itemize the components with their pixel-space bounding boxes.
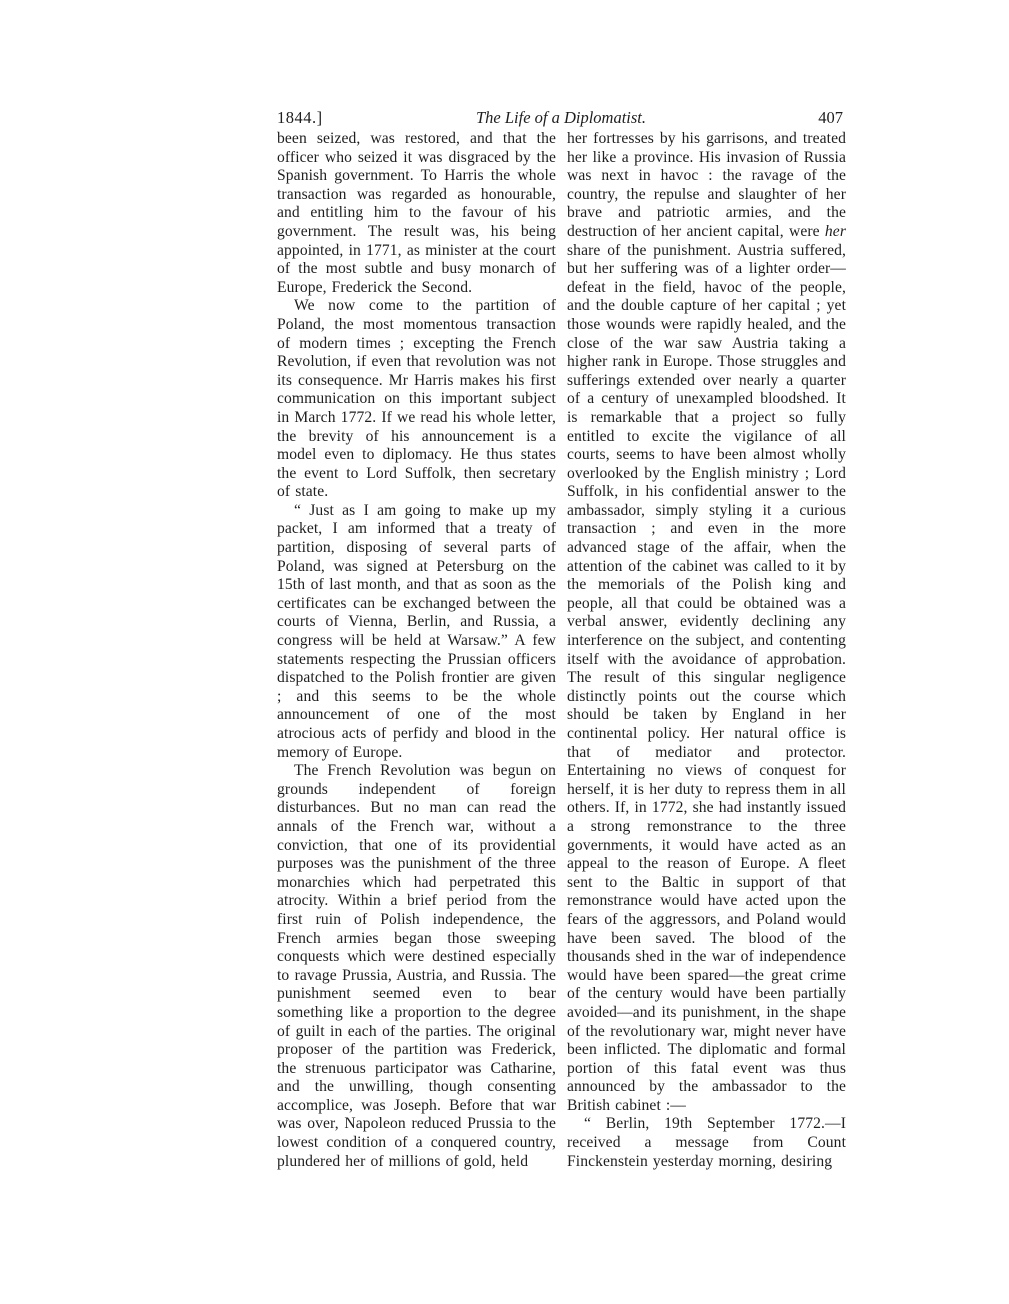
paragraph bbox=[277, 502, 556, 762]
text-run: “ Just as I am going to make up my packet, I am informed that a treaty of partition, disposing of several parts of Poland, was signed at Petersburg on the 15th of last month, and that as soon as the certificates can be exchanged between the courts of Vienna, Berlin, and Russia, a congress will be held at Warsaw.” A few statements respecting the Prussian officers dispatched to the Polish frontier are given ; and this seems to be the whole announcement of one of the most atrocious acts of perfidy and blood in the memory of Europe. bbox=[277, 501, 556, 761]
text-run: been seized, was restored, and that the officer who seized it was disgraced by the Spanish government. To Harris the whole transaction was regarded as honourable, and entitling him to the favour of his government. The result was, his being appointed, in 1771, as minister at the court of the most subtle and busy monarch of Europe, Frederick the Second. bbox=[277, 130, 556, 296]
running-head bbox=[277, 109, 845, 129]
page-title: The Life of a Diplomatist. bbox=[475, 108, 647, 127]
paragraph bbox=[277, 297, 556, 502]
text-run: share of the punishment. Austria suffered, but her suffering was of a lighter order—defeat in the field, havoc of the people, and the double capture of her capital ; yet those wounds were rapidly healed, and the close of the war saw Austria taking a higher rank in Europe. Those struggles and sufferings extended over nearly a quarter of a century of unexampled bloodshed. It is remarkable that a project so fully entitled to excite the vigilance of all courts, seems to have been almost wholly overlooked by the English ministry ; Lord Suffolk, in his confidential answer to the ambassador, simply styling it a curious transaction ; and even in the more advanced stage of the affair, when the attention of the cabinet was called to it by the memorials of the Polish king and people, all that could be obtained was a verbal answer, evidently declining any interference on the subject, and contenting itself with the avoidance of approbation. The result of this singular negligence distinctly points out the course which should be taken by England in her continental policy. Her natural office is that of mediator and protector. Entertaining no views of conquest for herself, it is her duty to repress them in all others. If, in 1772, she had instantly issued a strong remonstrance to the three governments, it would have acted as an appeal to the reason of Europe. A fleet sent to the Baltic in support of that remonstrance would have acted upon the fears of the aggressors, and Poland would have been saved. The blood of the thousands shed in the war of independence would have been spared—the great crime of the century would have been partially avoided—and its punishment, in the shape of the revolutionary war, might never have been inflicted. The diplomatic and formal portion of this fatal event was thus announced by the ambassador to the British cabinet :— bbox=[567, 241, 846, 1114]
paragraph bbox=[567, 130, 846, 1115]
paragraph bbox=[567, 1115, 846, 1171]
header-year: 1844.] bbox=[277, 108, 323, 127]
left-column bbox=[277, 130, 556, 1171]
text-columns bbox=[277, 130, 846, 1171]
text-run: We now come to the partition of Poland, the most momentous transaction of modern times ; excepting the French Revolution, if even that revolution was not its consequence. Mr Harris makes his first communication on this important subject in March 1772. If we read his whole letter, the brevity of his announcement is a model even to diplomacy. He thus states the event to Lord Suffolk, then secretary of state. bbox=[277, 297, 556, 501]
page-number: 407 bbox=[818, 108, 843, 127]
paragraph bbox=[277, 130, 556, 297]
italic-text-run: her bbox=[824, 222, 846, 240]
right-column bbox=[567, 130, 846, 1171]
paragraph bbox=[277, 762, 556, 1171]
text-run: The French Revolution was begun on grounds independent of foreign disturbances. But no man can read the annals of the French war, without a conviction, that one of its providential purposes was the punishment of the three monarchies which had perpetrated this atrocity. Within a brief period from the first ruin of Polish independence, the French armies began those sweeping conquests which were destined especially to ravage Prussia, Austria, and Russia. The punishment seemed even to bear something like a proportion to the degree of guilt in each of the parties. The original proposer of the partition was Frederick, the strenuous participator was Catharine, and the unwilling, though consenting accomplice, was Joseph. Before that war was over, Napoleon reduced Prussia to the lowest condition of a conquered country, plundered her of millions of gold, held bbox=[277, 762, 556, 1170]
text-run: her fortresses by his garrisons, and treated her like a province. His invasion of Russia was next in havoc : the ravage of the country, the repulse and slaughter of her brave and patriotic armies, and the destruction of her ancient capital, were bbox=[567, 130, 846, 240]
text-run: “ Berlin, 19th September 1772.—I received a message from Count Finckenstein yesterday morning, desiring bbox=[567, 1115, 846, 1170]
